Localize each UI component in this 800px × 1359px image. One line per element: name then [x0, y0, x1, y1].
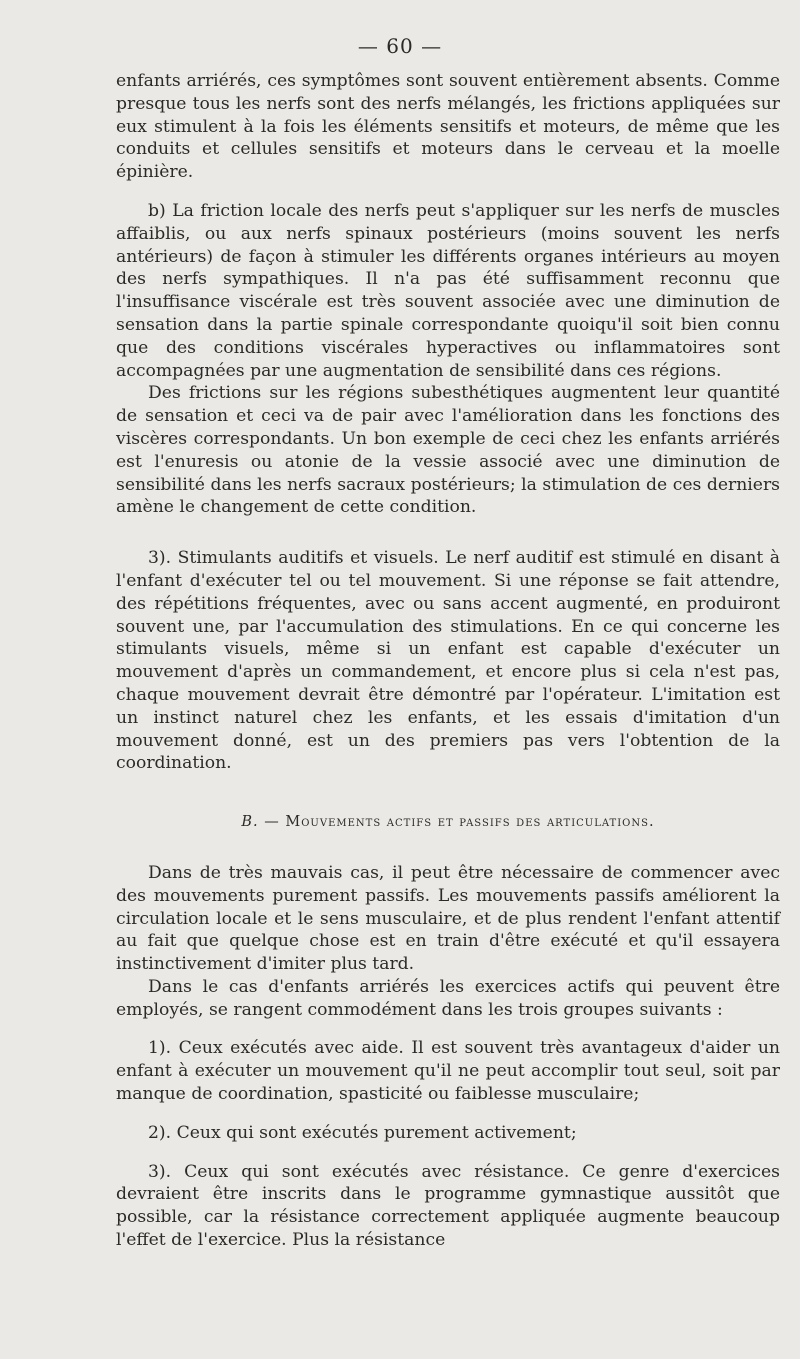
section-heading-title: — Mouvements actifs et passifs des articulations. — [264, 814, 655, 831]
list-item-3: 3). Ceux qui sont exécutés avec résistance. Ce genre d'exercices devraient être inscrits dans le programme gymnastique aussitôt que possible, car la résistance correctement appliquée augmente beaucoup l'effet de l'exercice. Plus la résistance — [116, 1161, 780, 1251]
section-heading-letter: B. — [241, 814, 259, 831]
page-number: — 60 — — [357, 34, 443, 58]
paragraph-5: Dans de très mauvais cas, il peut être nécessaire de commencer avec des mouvements purement passifs. Les mouvements passifs améliorent la circulation locale et le sens musculaire, et de plus rendent l'enfant attentif au fait que quelque chose est en train d'être exécuté et qu'il essayera instinctivement d'imiter plus tard. — [116, 862, 780, 975]
paragraph-6: Dans le cas d'enfants arriérés les exercices actifs qui peuvent être employés, se rangent commodément dans les trois groupes suivants : — [116, 976, 780, 1020]
body-text — [116, 70, 780, 1252]
list-item-1: 1). Ceux exécutés avec aide. Il est souvent très avantageux d'aider un enfant à exécuter un mouvement qu'il ne peut accomplir tout seul, soit par manque de coordination, spasticité ou faiblesse musculaire; — [116, 1038, 780, 1105]
list-item-2: 2). Ceux qui sont exécutés purement activement; — [148, 1122, 577, 1143]
paragraph-4: 3). Stimulants auditifs et visuels. Le nerf auditif est stimulé en disant à l'enfant d'exécuter tel ou tel mouvement. Si une réponse se fait attendre, des répétitions fréquentes, avec ou sans accent augmenté, en produiront souvent une, par l'accumulation des stimulations. En ce qui concerne les stimulants visuels, même si un enfant est capable d'exécuter un mouvement d'après un commandement, et encore plus si cela n'est pas, chaque mouvement devrait être démontré par l'opérateur. L'imitation est un instinct naturel chez les enfants, et les essais d'imitation d'un mouvement donné, est un des premiers pas vers l'obtention de la coordination. — [116, 548, 780, 774]
section-heading — [116, 811, 780, 834]
paragraph-2: b) La friction locale des nerfs peut s'appliquer sur les nerfs de muscles affaiblis, ou aux nerfs spinaux postérieurs (moins souvent les nerfs antérieurs) de façon à stimuler les différents organes intérieurs au moyen des nerfs sympathiques. Il n'a pas été suffisamment reconnu que l'insuffisance viscérale est très souvent associée avec une diminution de sensation dans la partie spinale correspondante quoiqu'il soit bien connu que des conditions viscérales hyperactives ou inflammatoires sont accompagnées par une augmentation de sensibilité dans ces régions. — [116, 200, 780, 381]
paragraph-3: Des frictions sur les régions subesthétiques augmentent leur quantité de sensation et ceci va de pair avec l'amélioration dans les fonctions des viscères correspondants. Un bon exemple de ceci chez les enfants arriérés est l'enuresis ou atonie de la vessie associé avec une diminution de sensibilité dans les nerfs sacraux postérieurs; la stimulation de ces derniers amène le changement de cette condition. — [116, 383, 780, 518]
paragraph-1: enfants arriérés, ces symptômes sont souvent entièrement absents. Comme presque tous les nerfs sont des nerfs mélangés, les frictions appliquées sur eux stimulent à la fois les éléments sensitifs et moteurs, de même que les conduits et cellules sensitifs et moteurs dans le cerveau et la moelle épinière. — [116, 71, 780, 183]
